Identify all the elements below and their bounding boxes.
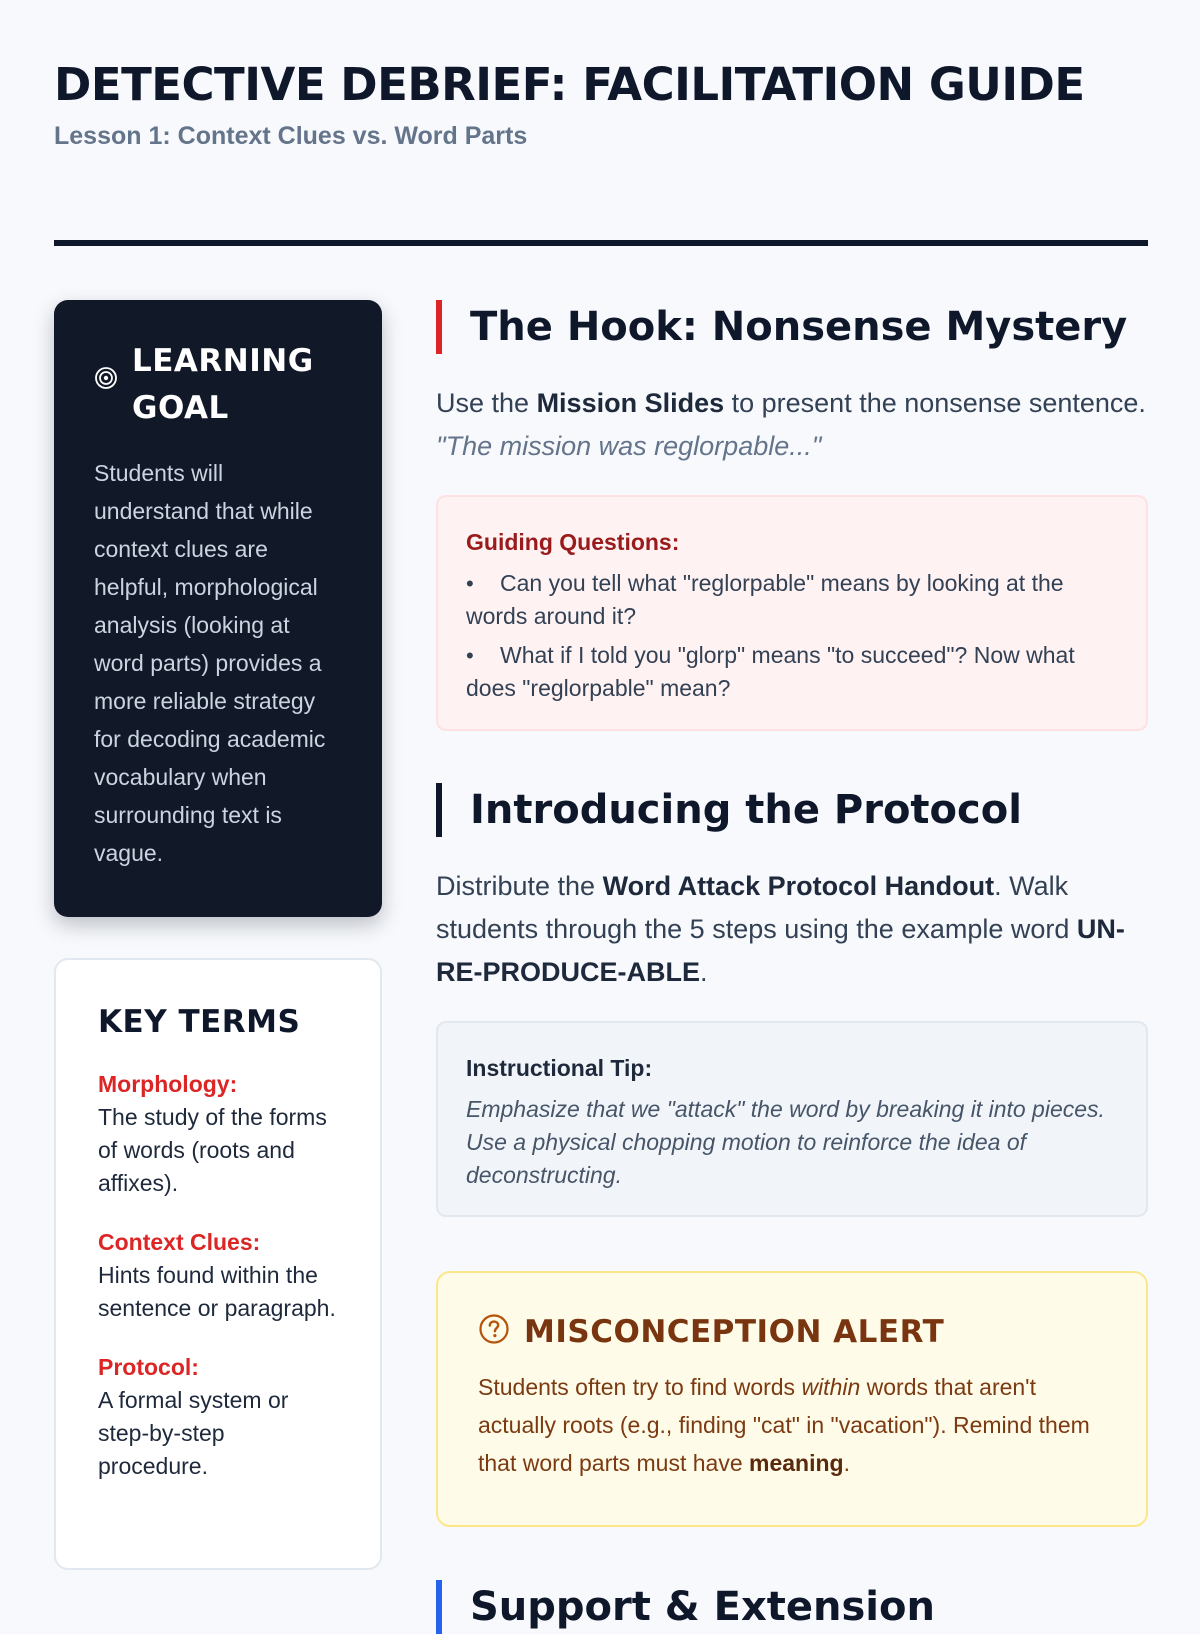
page-header — [54, 56, 1148, 151]
guiding-questions-title: Guiding Questions: — [466, 529, 680, 555]
learning-goal-title: LEARNING GOAL — [132, 343, 314, 426]
hook-quote: "The mission was reglorpable..." — [436, 431, 822, 461]
hook-section-title: The Hook: Nonsense Mystery — [436, 300, 1127, 354]
target-icon — [94, 338, 132, 395]
term-definition: The study of the forms of words (roots and affixes). — [98, 1104, 327, 1196]
protocol-section-title: Introducing the Protocol — [436, 783, 1022, 837]
term-name: Morphology: — [98, 1071, 238, 1097]
term-protocol — [98, 1351, 340, 1483]
page-title: DETECTIVE DEBRIEF: FACILITATION GUIDE — [54, 58, 1085, 111]
term-morphology — [98, 1068, 340, 1200]
key-terms-card — [54, 958, 382, 1570]
misconception-alert-text: Students often try to find words within words that aren't actually roots (e.g., finding "cat" in "vacation"). Remind them that word parts must have meaning. — [478, 1374, 1090, 1476]
learning-goal-text: Students will understand that while context clues are helpful, morphological analysis (looking at word parts) provides a more reliable strategy for decoding academic vocabulary when surrounding text is vague. — [94, 460, 326, 866]
hook-intro-text: Use the Mission Slides to present the nonsense sentence. "The mission was reglorpable..." — [436, 388, 1146, 461]
term-name: Context Clues: — [98, 1229, 261, 1255]
term-definition: Hints found within the sentence or paragraph. — [98, 1262, 336, 1321]
list-item: • What if I told you "glorp" means "to succeed"? Now what does "reglorpable" mean? — [466, 642, 1075, 701]
tip-text: Emphasize that we "attack" the word by breaking it into pieces. Use a physical chopping motion to reinforce the idea of deconstructing. — [466, 1096, 1105, 1188]
protocol-intro-text: Distribute the Word Attack Protocol Handout. Walk students through the 5 steps using the example word UN-RE-PRODUCE-ABLE. — [436, 871, 1125, 987]
guiding-questions-list — [466, 567, 1118, 705]
support-section-title: Support & Extension — [436, 1580, 935, 1634]
question-circle-icon — [478, 1313, 524, 1350]
header-divider — [54, 240, 1148, 246]
misconception-alert-box — [436, 1271, 1148, 1527]
guiding-questions-box — [436, 495, 1148, 731]
term-context-clues — [98, 1226, 340, 1325]
list-item: • Can you tell what "reglorpable" means by looking at the words around it? — [466, 570, 1064, 629]
term-definition: A formal system or step-by-step procedure. — [98, 1387, 289, 1479]
page-subtitle: Lesson 1: Context Clues vs. Word Parts — [54, 122, 528, 150]
misconception-alert-title: MISCONCEPTION ALERT — [524, 1313, 945, 1350]
learning-goal-card — [54, 300, 382, 917]
tip-title: Instructional Tip: — [466, 1055, 653, 1081]
term-name: Protocol: — [98, 1354, 199, 1380]
example-word: UN-RE-PRODUCE-ABLE — [436, 914, 1125, 987]
instructional-tip-box — [436, 1021, 1148, 1217]
key-terms-title: KEY TERMS — [98, 1004, 301, 1040]
